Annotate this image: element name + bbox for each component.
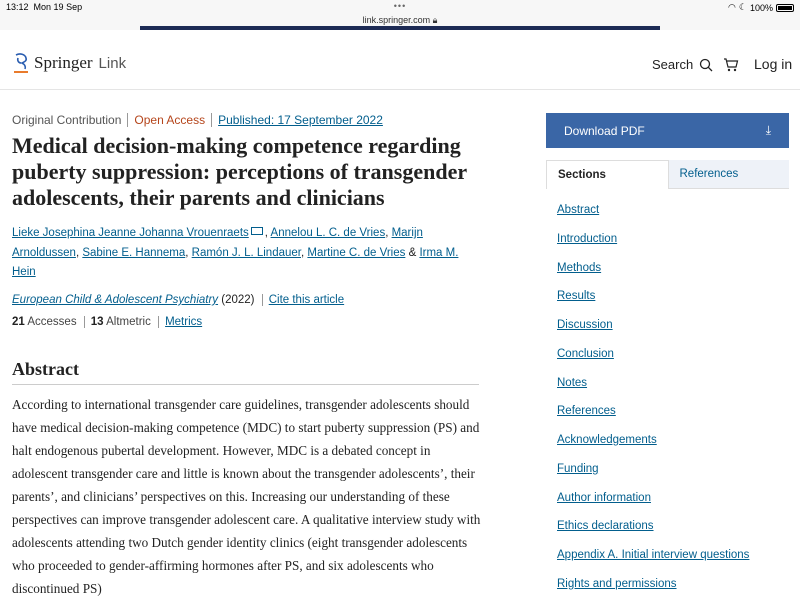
author-link[interactable]: Annelou L. C. de Vries — [270, 227, 386, 239]
accesses-count: 21 — [12, 316, 25, 328]
status-bar — [0, 0, 800, 30]
download-pdf-button[interactable] — [546, 113, 789, 148]
section-link-funding[interactable]: Funding — [557, 462, 599, 475]
metrics-link[interactable]: Metrics — [165, 316, 203, 328]
search-icon — [699, 58, 713, 72]
sections-nav — [557, 203, 789, 600]
status-time: 13:12 Mon 19 Sep — [6, 2, 83, 12]
abstract-heading: Abstract — [12, 359, 79, 379]
wifi-icon: ◠ — [728, 2, 736, 12]
section-link-rights[interactable]: Rights and permissions — [557, 577, 677, 590]
author-list: Lieke Josephina Jeanne Johanna Vrouenraets , Annelou L. C. de Vries, Marijn Arnoldussen, Sabine E. Hannema, Ramón J. L. Lindauer, Martine C. de Vries & Irma M. Hein — [12, 227, 459, 278]
author-link[interactable]: Irma M. Hein — [12, 246, 459, 278]
logo-subtext: Link — [98, 54, 127, 72]
section-link-abstract[interactable]: Abstract — [557, 204, 600, 216]
divider — [12, 384, 479, 385]
section-link-ethics[interactable]: Ethics declarations — [557, 520, 654, 533]
tab-references[interactable]: References — [669, 160, 790, 189]
article-title: Medical decision-making competence regarding puberty suppression: perceptions of transgender adolescents, their parents and clinicians — [12, 133, 467, 210]
author-link[interactable]: Ramón J. L. Lindauer — [191, 246, 301, 259]
published-date-link[interactable]: Published: 17 September 2022 — [211, 113, 389, 127]
springer-logo[interactable] — [12, 52, 126, 74]
download-label: Download PDF — [564, 123, 645, 138]
battery-percent: 100% — [749, 2, 773, 13]
address-bar[interactable]: link.springer.com 🔒︎ — [362, 15, 438, 25]
search-button[interactable] — [652, 57, 713, 72]
logo-text: Springer — [34, 53, 93, 72]
author-link[interactable]: Martine C. de Vries — [307, 246, 406, 259]
journal-info — [12, 294, 344, 306]
section-link-acknowledgements[interactable]: Acknowledgements — [557, 434, 657, 446]
section-link-notes[interactable]: Notes — [557, 376, 588, 389]
search-label: Search — [652, 57, 694, 72]
section-link-discussion[interactable]: Discussion — [557, 319, 613, 331]
abstract-text: According to international transgender care guidelines, transgender adolescents should have medical decision-making competence (MDC) to start puberty suppression (PS) and halt endogenous pubertal development. However, MDC is a debated concept in adolescent transgender care and little is known about the transgender adolescents’, their parents’, and clinicians’ perspectives on this. Increasing our understanding of these perspectives can improve transgender adolescent care. A qualitative interview study with adolescents attending two Dutch gender identity clinics (eight transgender adolescents who proceeded to gender-affirming hormones after PS, and six adolescents who discontinued PS) — [12, 397, 481, 596]
author-link[interactable]: Sabine E. Hannema — [82, 246, 186, 259]
section-link-results[interactable]: Results — [557, 290, 596, 303]
altmetric-count: 13 — [90, 316, 104, 328]
author-link[interactable]: Marijn Arnoldussen — [12, 227, 423, 259]
cart-icon[interactable] — [723, 57, 739, 72]
section-link-methods[interactable]: Methods — [557, 261, 602, 274]
ad-banner — [140, 26, 660, 30]
accesses-label: Accesses — [27, 316, 77, 328]
metrics-info — [12, 316, 202, 328]
article-type: Original Contribution — [12, 113, 122, 127]
login-link[interactable]: Log in — [754, 56, 793, 72]
journal-link[interactable]: European Child & Adolescent Psychiatry — [12, 294, 219, 306]
open-access-badge: Open Access — [127, 113, 211, 127]
sidebar-tabs — [546, 160, 789, 189]
section-link-introduction[interactable]: Introduction — [557, 232, 618, 245]
cite-article-link[interactable]: Cite this article — [262, 294, 344, 306]
battery-icon — [776, 4, 794, 12]
status-icons — [728, 2, 794, 13]
altmetric-label: Altmetric — [106, 316, 151, 328]
journal-year: (2022) — [221, 294, 255, 306]
author-link[interactable]: Lieke Josephina Jeanne Johanna Vrouenraets — [12, 227, 249, 239]
section-link-conclusion[interactable]: Conclusion — [557, 347, 614, 360]
tab-sections[interactable]: Sections — [546, 160, 669, 189]
section-link-references[interactable]: References — [557, 405, 616, 418]
tab-dots-icon[interactable]: ••• — [393, 1, 407, 11]
springer-horse-icon — [12, 52, 30, 74]
site-header — [0, 40, 800, 90]
section-link-appendix[interactable]: Appendix A. Initial interview questions — [557, 549, 750, 561]
email-icon[interactable] — [251, 227, 263, 235]
article-meta — [12, 113, 389, 127]
moon-icon: ☾ — [738, 2, 747, 12]
download-icon: ⤓ — [765, 123, 771, 137]
section-link-author-information[interactable]: Author information — [557, 491, 651, 504]
